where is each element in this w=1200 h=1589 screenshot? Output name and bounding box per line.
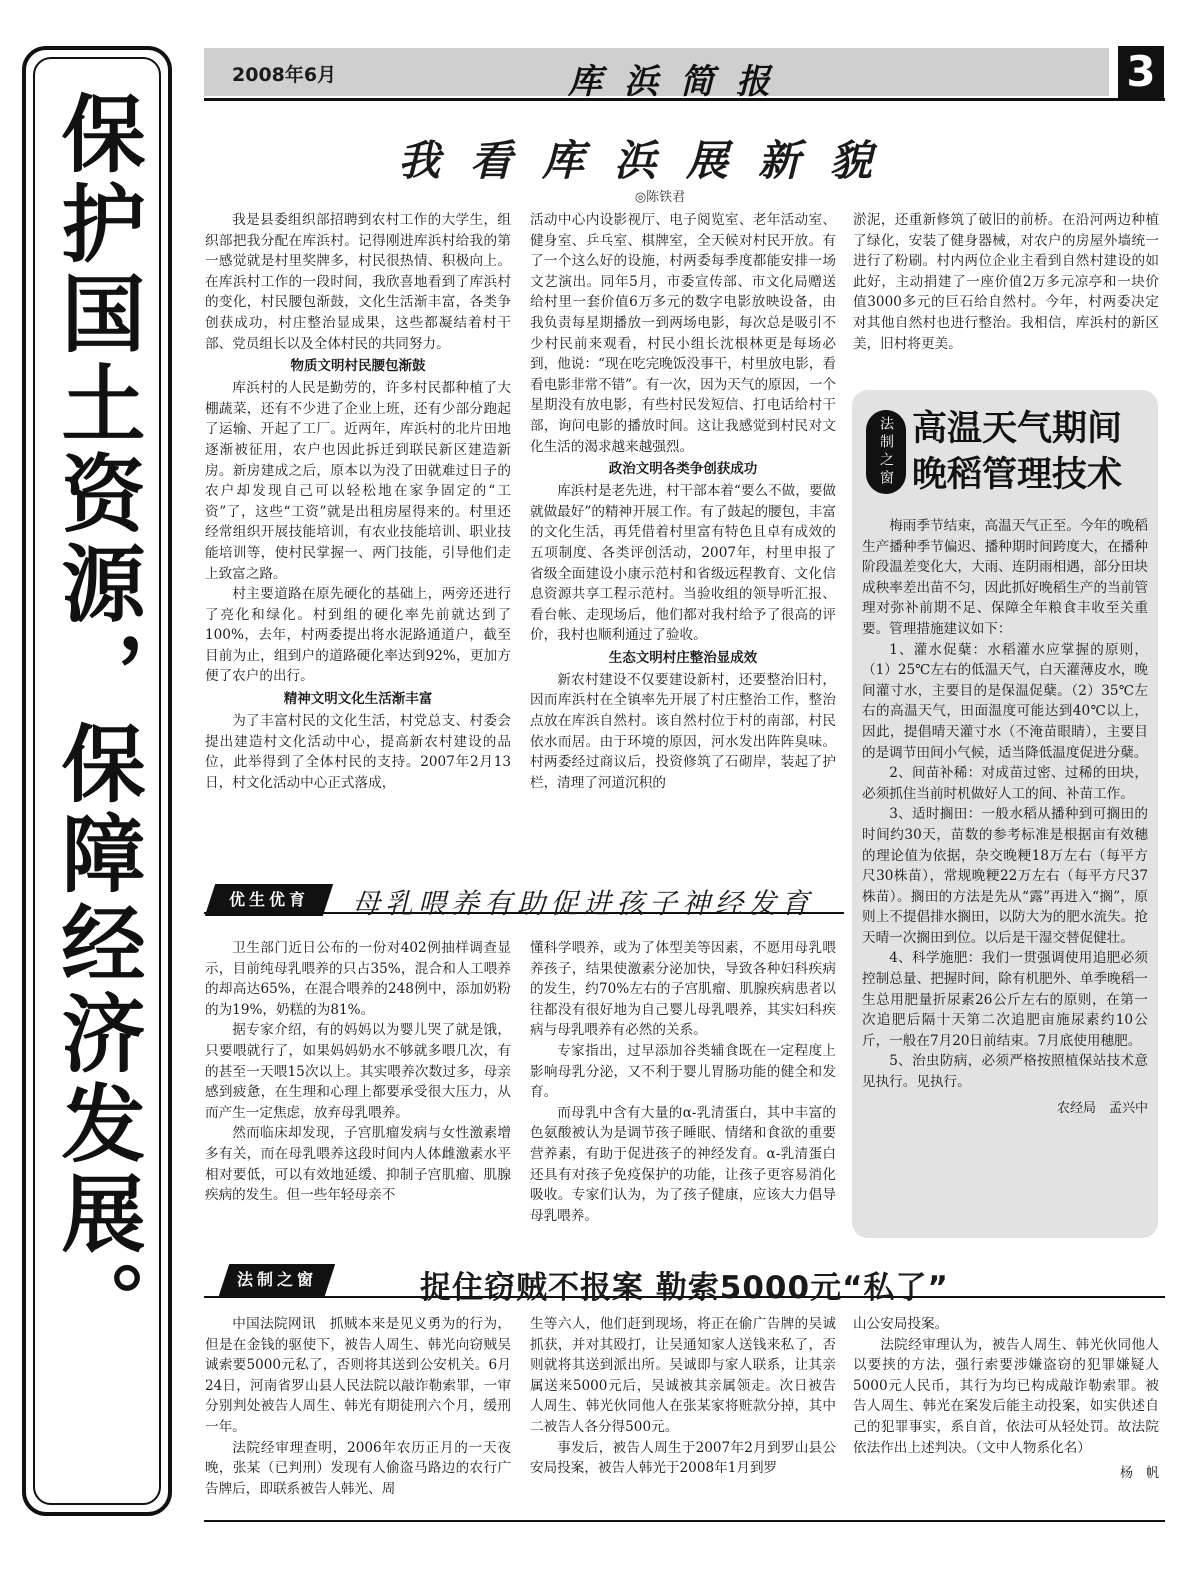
- paragraph: 5、治虫防病，必须严格按照植保站技术意见执行。见执行。: [862, 1053, 1148, 1091]
- paragraph: 中国法院网讯 抓贼本来是见义勇为的行为，但是在金钱的驱使下，被告人周生、韩光向窃贼吴诚索要5000元私了，否则将其送到公安机关。6月24日，河南省罗山县人民法院以敲诈勒索罪，一审分别判处被告人周生、韩光有期徒刑六个月，缓刑一年。: [205, 1316, 511, 1435]
- paragraph: 卫生部门近日公布的一份对402例抽样调查显示，目前纯母乳喂养的只占35%，混合和人工喂养的却高达65%，在混合喂养的248例中，添加奶粉的为19%，奶糕的为81%。: [205, 940, 511, 1018]
- paragraph: 专家指出，过早添加谷类辅食既在一定程度上影响母乳分泌，又不利于婴儿胃肠功能的健全和发育。: [530, 1042, 836, 1101]
- vertical-slogan: 保护国土资源，保障经济发展。: [48, 90, 147, 1350]
- paragraph: 活动中心内设影视厅、电子阅览室、老年活动室、健身室、乒乓室、棋牌室，全天候对村民开放。有了一个这么好的设施，村两委每季度都能安排一场文艺演出。同年5月，市委宣传部、市文化局赠送给村里一套价值6万多元的数字电影放映设备，由我负责每星期播放一到两场电影，每次总是吸引不少村民前来观看，村民小组长沈根林更是每场必到，他说：“现在吃完晚饭没事干，村里放电影，看看电影非常不错”。有一次，因为天气的原因，一个星期没有放电影，有些村民发短信、打电话给村干部，询问电影的播放时间。这让我感觉到村民对文化生活的渴求越来越强烈。: [530, 212, 837, 455]
- paragraph: 梅雨季节结束，高温天气正至。今年的晚稻生产播种季节偏迟、播种期时间跨度大，在播种阶段温差变化大，大雨、连阴雨相遇，部分田块成秧率差出苗不匀，因此抓好晚稻生产的当前管理对弥补前期不足、保障全年粮食丰收至关重要。管理措施建议如下：: [862, 518, 1148, 637]
- paragraph: 山公安局投案。: [853, 1316, 949, 1332]
- bottom-rule: [204, 1520, 1165, 1522]
- section-subheading: 精神文明文化生活渐丰富: [283, 691, 433, 708]
- newspaper-name: 库浜简报: [568, 62, 792, 102]
- theft-column-1: [205, 1314, 511, 1499]
- rice-article-signature: 农经局 孟兴中: [1056, 1100, 1148, 1116]
- paragraph: 1、灌水促蘖：水稻灌水应掌握的原则，（1）25℃左右的低温天气，白天灌薄皮水，晚间灌寸水，主要目的是保温促蘖。（2）35℃左右的高温天气，田面温度可能达到40℃以上，因此，提倡晴天灌寸水（不淹苗眼睛），主要目的是调节田间小气候，适当降低温度促进分蘖。: [862, 641, 1148, 761]
- paragraph: 事发后，被告人周生于2007年2月到罗山县公安局投案，被告人韩光于2008年1月到罗: [530, 1439, 836, 1477]
- section-tag-law: 法制之窗: [219, 1264, 335, 1296]
- paragraph: 法院经审理查明，2006年农历正月的一天夜晚，张某（已判刑）发现有人偷盗马路边的农行广告牌后，即联系被告人韩光、周: [205, 1439, 511, 1497]
- paragraph: 4、科学施肥：我们一贯强调使用追肥必须控制总量、把握时间，除有机肥外、单季晚稻一生总用肥量折尿素26公斤左右的原则，在第一次追肥后隔十天第二次追肥亩施尿素约10公斤，一般在7月20日前结束。7月底使用穗肥。: [862, 950, 1148, 1049]
- main-article-title: 我看库浜展新貌: [397, 136, 902, 185]
- main-article-column-2: [530, 210, 836, 793]
- paragraph: 生等六人，他们赶到现场，将正在偷广告牌的吴诚抓获，并对其殴打，让吴通知家人送钱来私了，否则就将其送到派出所。吴诚即与家人联系，让其亲属送来5000元后，吴诚被其亲属领走。次日被告人周生、韩光伙同他人在张某家将赃款分掉，其中二被告人各分得500元。: [530, 1316, 836, 1435]
- theft-article-signature: 杨 帆: [1119, 1466, 1159, 1482]
- paragraph: 然而临床却发现，子宫肌瘤发病与女性激素增多有关，而在母乳喂养这段时间内人体雌激素水平相对要低，可以有效地延缓、抑制子宫肌瘤、肌腺疾病的发生。但一些年轻母亲不: [205, 1125, 511, 1204]
- theft-article-title: 捉住窃贼不报案 勒索5000元“私了”: [420, 1270, 949, 1306]
- paragraph: 法院经审理认为，被告人周生、韩光伙同他人以要挟的方法，强行索要涉嫌盗窃的犯罪嫌疑人5000元人民币，其行为均已构成敲诈勒索罪。被告人周生、韩光在案发后能主动投案，如实供述自己的犯罪事实，系自首，依法可从轻处罚。故法院依法作出上述判决。（文中人物系化名）: [853, 1336, 1159, 1456]
- section-subheading: 物质文明村民腰包渐鼓: [290, 358, 426, 375]
- column-badge: 法制之窗: [866, 410, 906, 494]
- rice-article-body: [862, 516, 1148, 1119]
- section-tag-eugenics: 优生优育: [205, 884, 333, 916]
- main-article-byline: ◎陈铁君: [634, 190, 686, 205]
- breastfeed-article-title: 母乳喂养有助促进孩子神经发育: [352, 887, 815, 920]
- paragraph: 淤泥，还重新修筑了破旧的前桥。在沿河两边种植了绿化，安装了健身器械，对农户的房屋外墙统一进行了粉刷。村内两位企业主看到自然村建设的如此好，主动捐建了一座价值2万多元凉亭和一块价值3000多元的巨石给自然村。今年，村两委决定对其他自然村也进行整治。我相信，库浜村的新区美，旧村将更美。: [853, 212, 1159, 352]
- paragraph: 新农村建设不仅要建设新村，还要整治旧村，因而库浜村在全镇率先开展了村庄整治工作，整治点放在库浜自然村。该自然村位于村的南部，村民依水而居。由于环境的原因，河水发出阵阵臭味。村两委经过商议后，投资修筑了石砌岸，装起了护栏，清理了河道沉积的: [530, 671, 836, 791]
- rice-article-title: 高温天气期间晚稻管理技术: [912, 408, 1123, 495]
- paragraph: 为了丰富村民的文化生活，村党总支、村委会提出建造村文化活动中心，提高新农村建设的品位，此举得到了全体村民的支持。2007年2月13日，村文化活动中心正式落成，: [205, 713, 511, 791]
- paragraph: 3、适时搁田：一般水稻从播种到可搁田的时间约30天，苗数的参考标准是根据亩有效穗的理论值为依据，杂交晚粳18万左右（每平方尺30株苗），常规晚粳22万左右（每平方尺37株苗）。搁田的方法是先从“露”再进入“搁”，原则上不提倡排水搁田，以防大为的肥水流失。抢天晴一次搁田到位。以后是干湿交替促健壮。: [862, 806, 1148, 946]
- paragraph: 据专家介绍，有的妈妈以为婴儿哭了就是饿，只要喂就行了，如果妈妈奶水不够就多喂几次，有的甚至一天喂15次以上。其实喂养次数过多，母亲感到疲惫，在生理和心理上都要承受很大压力，从而产生一定焦虑，放弃母乳喂养。: [205, 1022, 511, 1121]
- breastfeed-column-1: [205, 938, 511, 1206]
- paragraph: 而母乳中含有大量的α-乳清蛋白，其中丰富的色氨酸被认为是调节孩子睡眠、情绪和食欲的重要营养素，有助于促进孩子的神经发育。α-乳清蛋白还具有对孩子免疫保护的功能，让孩子更容易消化吸收。专家们认为，为了孩子健康，应该大力倡导母乳喂养。: [530, 1104, 836, 1224]
- paragraph: 2、间苗补稀：对成苗过密、过稀的田块，必须抓住当前时机做好人工的间、补苗工作。: [862, 765, 1148, 802]
- paragraph: 库浜村的人民是勤劳的，许多村民都种植了大棚蔬菜，还有不少进了企业上班，还有少部分跑起了运输、开起了工厂。近两年，库浜村的北片田地逐渐被征用，农户也因此拆迁到联民新区建造新房。新房建成之后，原本以为没了田就难过日子的农户却发现自己可以轻松地在家争固定的“工资”了，这些“工资”就是出租房屋得来的。村里还经常组织开展技能培训，有农业技能培训、职业技能培训等，使村民掌握一、两门技能，引导他们走上致富之路。: [205, 380, 511, 582]
- main-article-column-1: [205, 210, 511, 793]
- section-subheading: 政治文明各类争创获成功: [608, 461, 758, 478]
- paragraph: 村主要道路在原先硬化的基础上，两旁还进行了亮化和绿化。村到组的硬化率先前就达到了100%，去年，村两委提出将水泥路通道户，截至目前为止，组到户的道路硬化率达到92%，更加方便了农户的出行。: [205, 586, 511, 685]
- theft-column-2: [530, 1314, 836, 1479]
- main-article-column-3: [853, 210, 1159, 354]
- section-subheading: 生态文明村庄整治显成效: [608, 649, 758, 666]
- page-number: 3: [1118, 46, 1164, 98]
- paragraph: 懂科学喂养，或为了体型美等因素，不愿用母乳喂养孩子，结果使激素分泌加快，导致各种妇科疾病的发生，约70%左右的子宫肌瘤、肌腺疾病患者以往都没有很好地为自己婴儿母乳喂养，其实妇科疾病与母乳喂养有必然的关系。: [530, 940, 836, 1039]
- paragraph: 我是县委组织部招聘到农村工作的大学生，组织部把我分配在库浜村。记得刚进库浜村给我的第一感觉就是村里奖牌多，村民很热情、积极向上。在库浜村工作的一段时间，我欣喜地看到了库浜村的变化，村民腰包渐鼓，文化生活渐丰富，各类争创获成功，村庄整治显成果，这些都凝结着村干部、党员组长以及全体村民的共同努力。: [205, 212, 511, 352]
- issue-date: 2008年6月: [232, 64, 337, 86]
- theft-column-3: [853, 1314, 1159, 1485]
- paragraph: 库浜村是老先进，村干部本着“要么不做，要做就做最好”的精神开展工作。有了鼓起的腰包，丰富的文化生活，再凭借着村里富有特色且卓有成效的五项制度、各类评创活动，2007年，村里申报了省级全面建设小康示范村和省级远程教育、文化信息资源共享工程示范村。当验收组的领导听汇报、看台帐、走现场后，他们都对我村给予了很高的评价，我村也顺利通过了验收。: [530, 483, 837, 644]
- breastfeed-column-2: [530, 938, 836, 1226]
